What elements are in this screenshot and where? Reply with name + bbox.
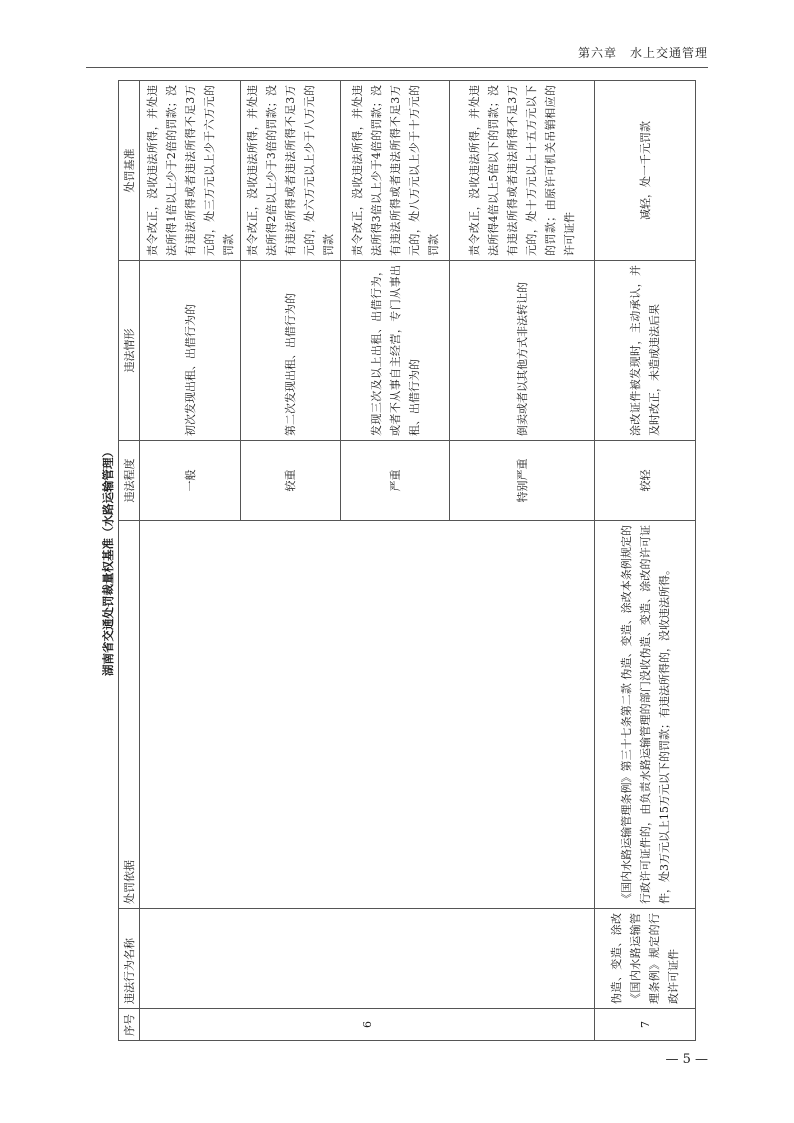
situation-cell: 发现三次及以上出租、出借行为，或者不从事自主经营，专门从事出租、出借行为的 <box>341 261 450 441</box>
standard-cell: 责令改正，没收违法所得，并处违法所得2倍以上少于3倍的罚款；没有违法所得或者违法所得不足3万元的，处六万元以上少于八万元的罚款 <box>241 81 341 261</box>
col-header-violation-name: 违法行为名称 <box>119 909 140 1009</box>
col-header-seq: 序号 <box>119 1009 140 1041</box>
penalty-standard-table <box>118 80 696 1041</box>
standard-cell: 责令改正，没收违法所得，并处违法所得1倍以上少于2倍的罚款；没有违法所得或者违法所得不足3万元的，处三万元以上少于六万元的罚款 <box>140 81 241 261</box>
penalty-basis-cell <box>140 521 595 909</box>
degree-cell: 严重 <box>341 441 450 521</box>
degree-cell: 较重 <box>241 441 341 521</box>
seq-cell: 6 <box>140 1009 595 1041</box>
situation-cell: 初次发现出租、出借行为的 <box>140 261 241 441</box>
col-header-standard: 处罚基准 <box>119 81 140 261</box>
situation-cell: 涂改证件被发现时，主动承认，并及时改正，未造成违法后果 <box>595 261 696 441</box>
situation-cell: 第二次发现出租、出借行为的 <box>241 261 341 441</box>
table-row <box>595 81 696 1041</box>
col-header-penalty-basis: 处罚依据 <box>119 521 140 909</box>
running-header: 第六章 水上交通管理 <box>577 46 708 60</box>
page-number: — 5 — <box>665 1052 708 1067</box>
situation-cell: 倒卖或者以其他方式非法转让的 <box>450 261 595 441</box>
table-header-row <box>119 81 140 1041</box>
degree-cell: 特别严重 <box>450 441 595 521</box>
degree-cell: 一般 <box>140 441 241 521</box>
table-row <box>140 81 241 1041</box>
violation-name-cell: 伪造、变造、涂改《国内水路运输管理条例》规定的行政许可证件 <box>595 909 696 1009</box>
col-header-situation: 违法情形 <box>119 261 140 441</box>
header-rule <box>86 67 708 68</box>
standard-cell: 减轻，处一千元罚款 <box>595 81 696 261</box>
degree-cell: 较轻 <box>595 441 696 521</box>
col-header-degree: 违法程度 <box>119 441 140 521</box>
table-caption: 湖南省交通处罚裁量权基准（水路运输管理） <box>101 446 115 676</box>
standard-cell: 责令改正，没收违法所得，并处违法所得3倍以上少于4倍的罚款；没有违法所得或者违法所得不足3万元的，处八万元以上少于十万元的罚款 <box>341 81 450 261</box>
violation-name-cell <box>140 909 595 1009</box>
penalty-basis-cell: 《国内水路运输管理条例》第三十七条第二款 伪造、变造、涂改本条例规定的行政许可证件的，由负责水路运输管理的部门没收伪造、变造、涂改的许可证件，处3万元以上15万元以下的罚款；有违法所得的，没收违法所得。 <box>595 521 696 909</box>
seq-cell: 7 <box>595 1009 696 1041</box>
rotated-table-page <box>98 81 696 1041</box>
standard-cell: 责令改正，没收违法所得，并处违法所得4倍以上5倍以下的罚款；没有违法所得或者违法所得不足3万元的，处十万元以上十五万元以下的罚款；由原许可机关吊销相应的许可证件 <box>450 81 595 261</box>
